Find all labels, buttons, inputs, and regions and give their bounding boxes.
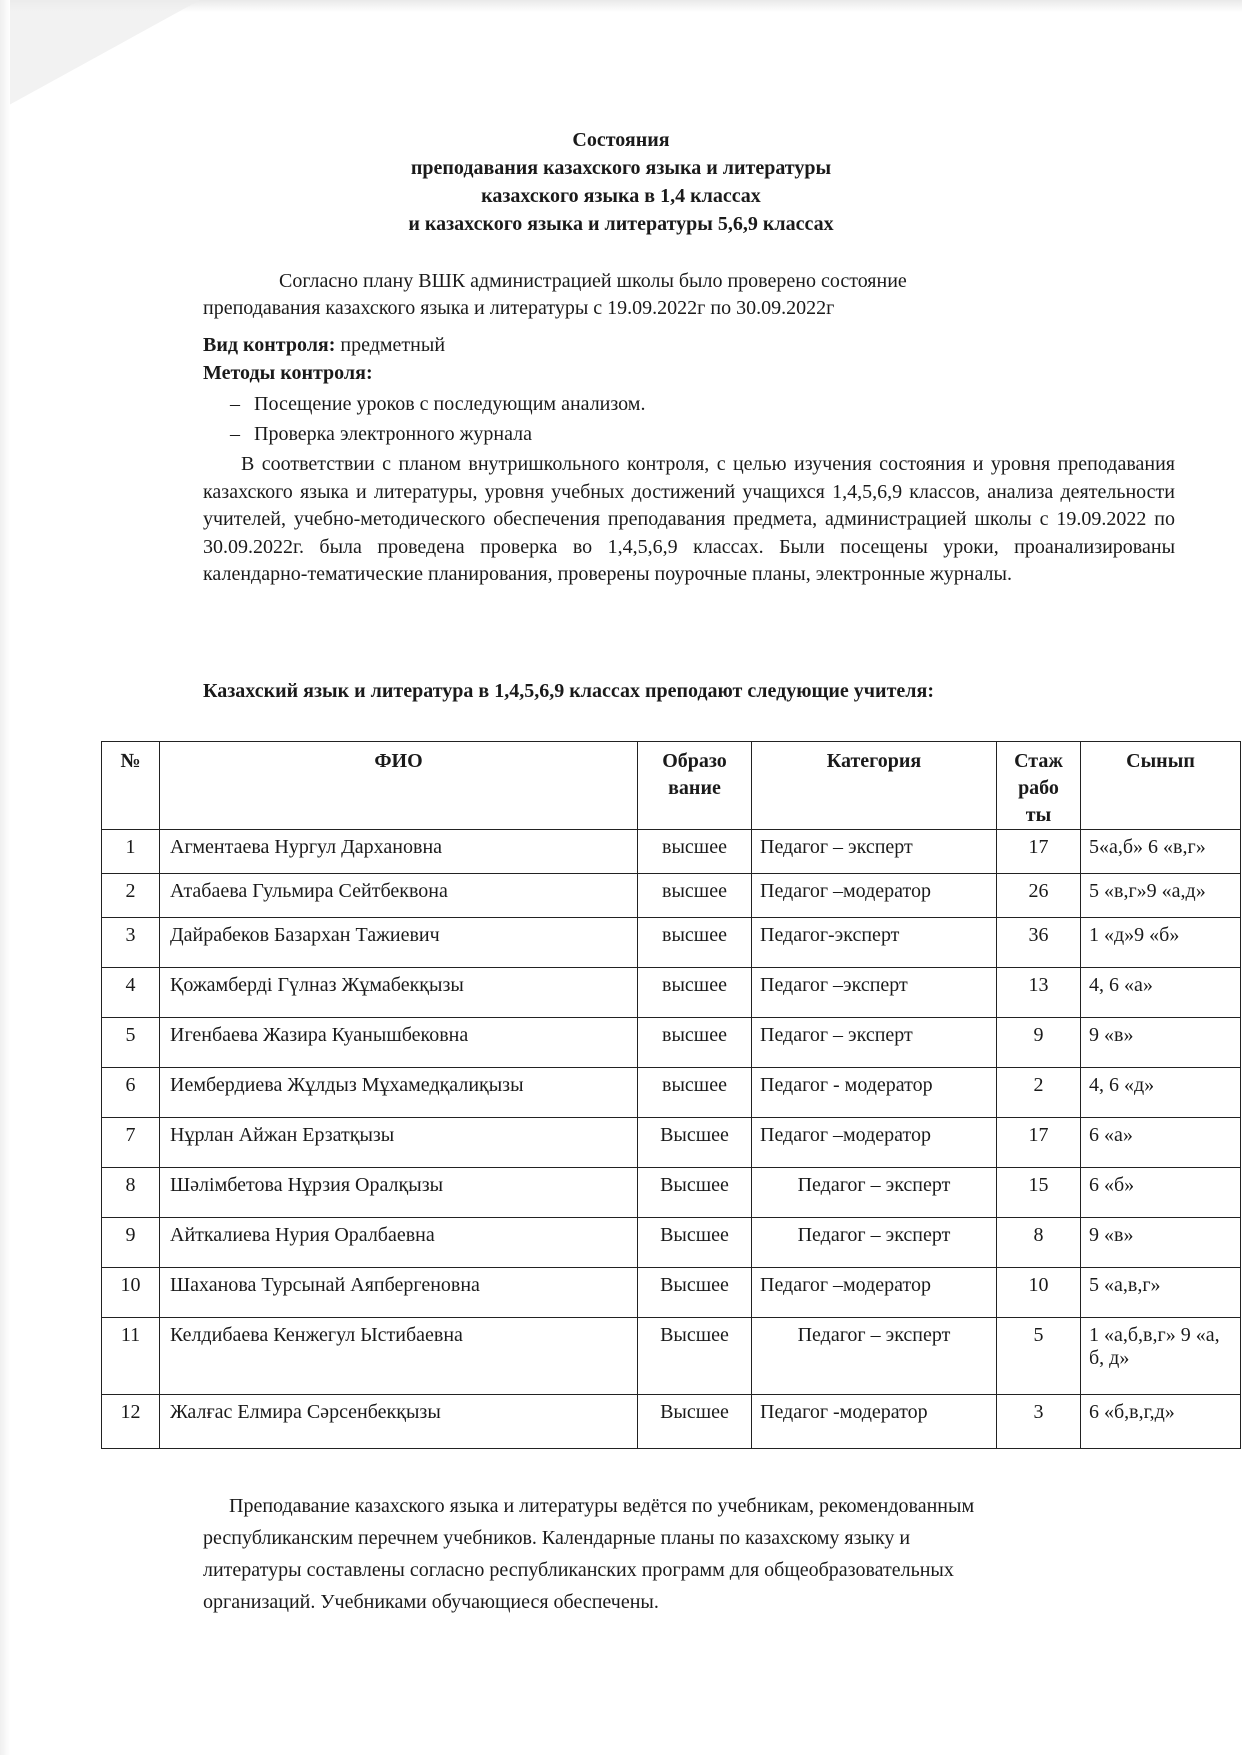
cell-number: 10 [102,1268,160,1318]
cell-experience: 3 [997,1395,1081,1449]
closing-line-3: литературы составлены согласно республиканских программ для общеобразовательных [203,1559,954,1581]
control-type-value: предметный [335,334,446,356]
cell-experience: 9 [997,1018,1081,1068]
cell-category: Педагог –модератор [752,874,997,918]
cell-education: высшее [638,874,752,918]
dash-bullet-icon: – [230,393,240,415]
table-row [102,918,1241,968]
cell-class: 4, 6 «а» [1081,968,1241,1018]
cell-number: 5 [102,1018,160,1068]
cell-category: Педагог –эксперт [752,968,997,1018]
cell-education: высшее [638,1018,752,1068]
title-line-1: Состояния [572,129,670,151]
scan-fold-corner [0,0,200,110]
cell-class: 1 «а,б,в,г» 9 «а, б, д» [1081,1318,1241,1395]
table-row [102,968,1241,1018]
cell-name: Иембердиева Жұлдыз Мұхамедқалиқызы [160,1068,638,1118]
cell-number: 2 [102,874,160,918]
cell-name: Жалғас Елмира Сәрсенбекқызы [160,1395,638,1449]
cell-name: Қожамберді Гүлназ Жұмабекқызы [160,968,638,1018]
document-title [0,126,1242,238]
cell-class: 9 «в» [1081,1018,1241,1068]
cell-education: высшее [638,830,752,874]
body-paragraph-text: В соответствии с планом внутришкольного контроля, с целью изучения состояния и уровня преподавания казахского языка и литературы, уровня учебных достижений учащихся 1,4,5,6,9 классов, анализа деятельности учителей, учебно-методического обеспечения преподавания предмета, администрацией школы с 19.09.2022 по 30.09.2022г. была проведена проверка во 1,4,5,6,9 классах. Были посещены уроки, проанализированы календарно-тематические планирования, проверены поурочные планы, электронные журналы. [203,453,1175,585]
cell-name: Атабаева Гульмира Сейтбеквона [160,874,638,918]
cell-number: 4 [102,968,160,1018]
cell-category: Педагог – эксперт [752,1218,997,1268]
cell-experience: 10 [997,1268,1081,1318]
cell-name: Игенбаева Жазира Куанышбековна [160,1018,638,1068]
cell-experience: 36 [997,918,1081,968]
closing-line-1: Преподавание казахского языка и литературы ведётся по учебникам, рекомендованным [229,1495,975,1517]
cell-category: Педагог –модератор [752,1118,997,1168]
method-item-text: Проверка электронного журнала [254,423,532,445]
cell-education: Высшее [638,1168,752,1218]
intro-paragraph [203,268,1103,322]
cell-education: высшее [638,918,752,968]
cell-experience: 13 [997,968,1081,1018]
cell-experience: 5 [997,1318,1081,1395]
closing-paragraph [203,1490,1163,1618]
cell-category: Педагог – эксперт [752,830,997,874]
cell-category: Педагог -модератор [752,1395,997,1449]
method-item [230,423,532,446]
cell-experience: 17 [997,1118,1081,1168]
cell-number: 12 [102,1395,160,1449]
header-education: Образо вание [638,742,752,830]
title-line-4: и казахского языка и литературы 5,6,9 классах [408,213,834,235]
cell-education: Высшее [638,1218,752,1268]
title-line-2: преподавания казахского языка и литературы [410,157,832,179]
cell-experience: 17 [997,830,1081,874]
cell-name: Нұрлан Айжан Ерзатқызы [160,1118,638,1168]
cell-number: 1 [102,830,160,874]
intro-line-1: Согласно плану ВШК администрацией школы было проверено состояние [279,270,907,292]
table-row [102,1068,1241,1118]
table-heading: Казахский язык и литература в 1,4,5,6,9 классах преподают следующие учителя: [203,680,934,702]
cell-name: Келдибаева Кенжегул Ыстибаевна [160,1318,638,1395]
cell-experience: 8 [997,1218,1081,1268]
table-row [102,1395,1241,1449]
cell-category: Педагог - модератор [752,1068,997,1118]
cell-category: Педагог – эксперт [752,1018,997,1068]
closing-line-2: республиканским перечнем учебников. Календарные планы по казахскому языку и [203,1527,911,1549]
cell-name: Агментаева Нургул Дархановна [160,830,638,874]
scan-edge-left [0,0,10,1755]
cell-education: Высшее [638,1118,752,1168]
cell-category: Педагог – эксперт [752,1168,997,1218]
cell-class: 1 «д»9 «б» [1081,918,1241,968]
table-row [102,874,1241,918]
cell-education: высшее [638,968,752,1018]
header-number: № [102,742,160,830]
table-row [102,1218,1241,1268]
cell-experience: 26 [997,874,1081,918]
method-item-text: Посещение уроков с последующим анализом. [254,393,646,415]
cell-experience: 15 [997,1168,1081,1218]
cell-class: 6 «а» [1081,1118,1241,1168]
closing-line-4: организаций. Учебниками обучающиеся обеспечены. [203,1591,659,1613]
table-row [102,1318,1241,1395]
cell-category: Педагог-эксперт [752,918,997,968]
cell-number: 8 [102,1168,160,1218]
header-class: Сынып [1081,742,1241,830]
body-paragraph [203,451,1175,589]
cell-education: высшее [638,1068,752,1118]
cell-experience: 2 [997,1068,1081,1118]
cell-name: Шаханова Турсынай Аяпбергеновна [160,1268,638,1318]
methods-label: Методы контроля: [203,362,373,384]
cell-name: Дайрабеков Базархан Тажиевич [160,918,638,968]
cell-class: 5 «а,в,г» [1081,1268,1241,1318]
table-row [102,1268,1241,1318]
cell-category: Педагог – эксперт [752,1318,997,1395]
table-row [102,1118,1241,1168]
cell-class: 4, 6 «д» [1081,1068,1241,1118]
cell-class: 6 «б,в,г,д» [1081,1395,1241,1449]
header-category: Категория [752,742,997,830]
method-item [230,393,646,416]
header-name: ФИО [160,742,638,830]
cell-education: Высшее [638,1268,752,1318]
intro-line-2: преподавания казахского языка и литературы с 19.09.2022г по 30.09.2022г [203,297,835,319]
cell-number: 7 [102,1118,160,1168]
dash-bullet-icon: – [230,423,240,445]
control-type-label: Вид контроля: [203,334,336,356]
cell-class: 5 «в,г»9 «а,д» [1081,874,1241,918]
table-row [102,830,1241,874]
header-experience: Стаж рабо ты [997,742,1081,830]
cell-class: 6 «б» [1081,1168,1241,1218]
table-row [102,1168,1241,1218]
control-type-line [203,334,445,357]
cell-number: 9 [102,1218,160,1268]
cell-class: 9 «в» [1081,1218,1241,1268]
cell-number: 3 [102,918,160,968]
cell-category: Педагог –модератор [752,1268,997,1318]
table-row [102,1018,1241,1068]
teachers-table [101,741,1241,1449]
cell-class: 5«а,б» 6 «в,г» [1081,830,1241,874]
cell-name: Айткалиева Нурия Оралбаевна [160,1218,638,1268]
table-header-row [102,742,1241,830]
cell-number: 6 [102,1068,160,1118]
cell-education: Высшее [638,1395,752,1449]
title-line-3: казахского языка в 1,4 классах [481,185,761,207]
cell-number: 11 [102,1318,160,1395]
cell-name: Шәлімбетова Нұрзия Оралқызы [160,1168,638,1218]
cell-education: Высшее [638,1318,752,1395]
